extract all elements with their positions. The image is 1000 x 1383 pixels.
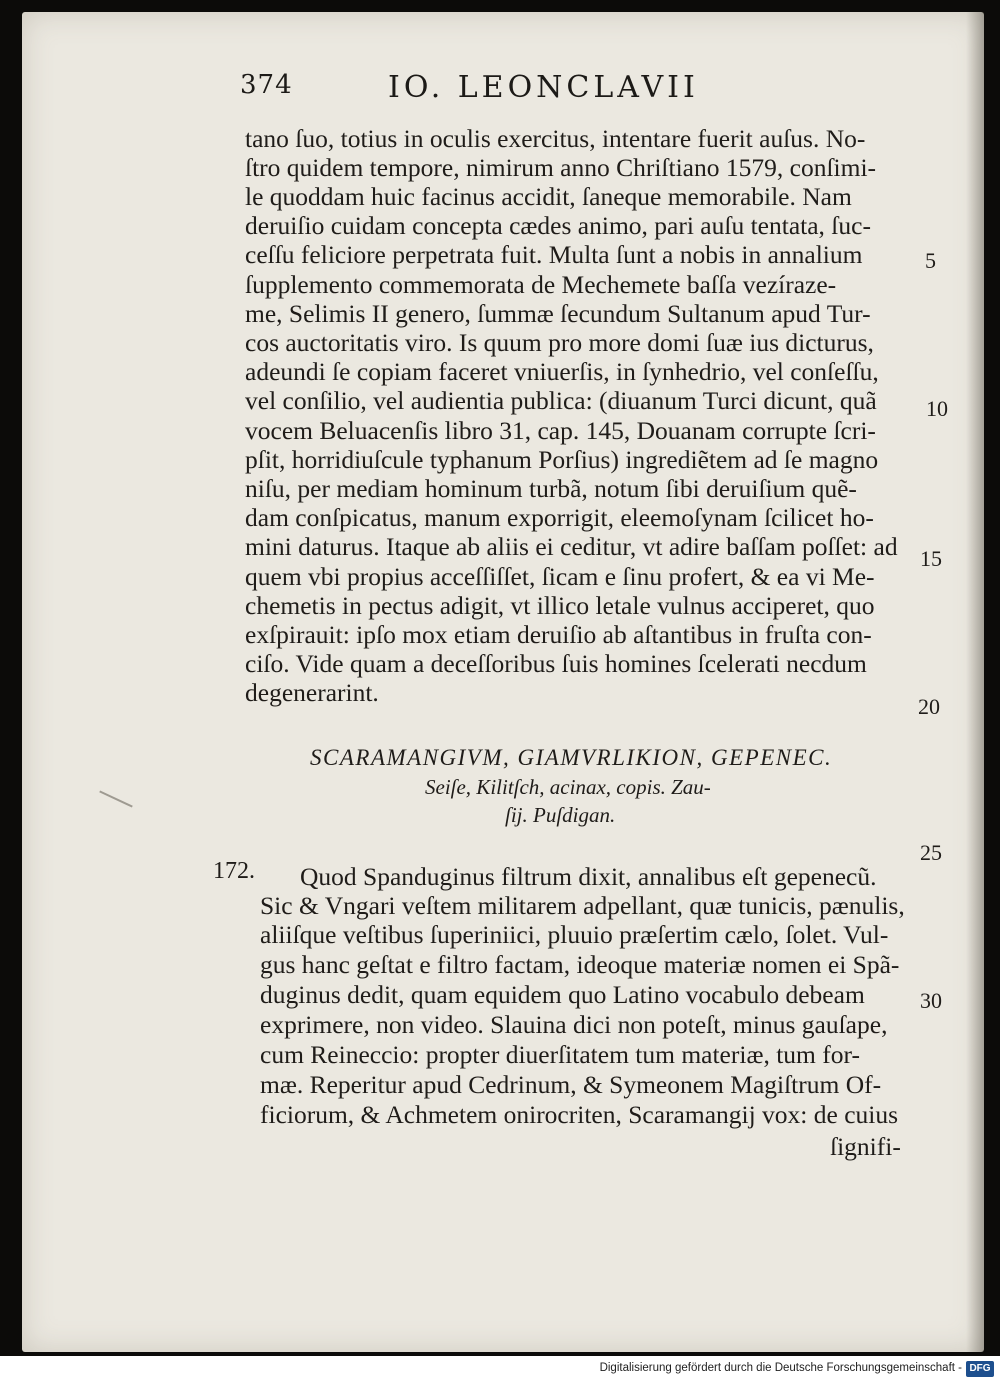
text-line: vel conſilio, vel audientia publica: (diuanum Turci dicunt, quã [245,386,877,415]
text-line: cos auctoritatis viro. Is quum pro more domi ſuæ ius dicturus, [245,328,874,357]
text-line: exſpirauit: ipſo mox etiam deruiſio ab aſtantibus in fruſta con- [245,620,872,649]
text-line: ceſſu feliciore perpetrata fuit. Multa ſunt a nobis in annalium [245,240,863,269]
text-line: duginus dedit, quam equidem quo Latino vocabulo debeam [260,980,865,1009]
digitization-footer [0,1356,1000,1383]
text-line: deruiſio cuidam concepta cædes animo, pari auſu tentata, ſuc- [245,211,871,240]
footer-credit: Digitalisierung gefördert durch die Deutsche Forschungsgemeinschaft - [599,1362,962,1374]
text-line: pſit, horridiuſcule typhanum Porſius) ingrediẽtem ad ſe magno [245,445,879,474]
text-line: mæ. Reperitur apud Cedrinum, & Symeonem Magiſtrum Of- [260,1070,882,1099]
text-line: Sic & Vngari veſtem militarem adpellant, quæ tunicis, pænulis, [260,891,905,920]
text-line: gus hanc geſtat e filtro factam, ideoque materiæ nomen ei Spã- [260,950,900,979]
text-line: Quod Spanduginus filtrum dixit, annalibus eſt gepenecũ. [300,862,877,891]
text-line: vocem Beluacenſis libro 31, cap. 145, Douanam corrupte ſcri- [245,416,876,445]
line-number: 20 [918,694,940,719]
entry-number: 172. [213,858,255,884]
section-title: SCARAMANGIVM, GIAMVRLIKION, GEPENEC. [310,745,833,770]
dfg-logo[interactable]: DFG [966,1361,994,1377]
running-title: IO. LEONCLAVII [388,70,699,105]
page-number: 374 [240,70,293,100]
section-subtitle: Seiſe, Kilitſch, acinax, copis. Zau- [425,775,711,799]
text-line: degenerarint. [245,678,379,707]
text-line: aliiſque veſtibus ſuperiniici, pluuio præſertim cælo, ſolet. Vul- [260,920,889,949]
text-line: adeundi ſe copiam faceret vniuerſis, in ſynhedrio, vel conſeſſu, [245,357,879,386]
text-line: exprimere, non video. Slauina dici non poteſt, minus gauſape, [260,1010,888,1039]
text-line: ciſo. Vide quam a deceſſoribus ſuis homines ſcelerati necdum [245,649,867,678]
text-line: ficiorum, & Achmetem onirocriten, Scaramangij vox: de cuius [260,1100,899,1129]
text-line: me, Selimis II genero, ſummæ ſecundum Sultanum apud Tur- [245,299,871,328]
section-subtitle: ſij. Puſdigan. [505,803,616,827]
page-header [240,70,760,110]
text-line: niſu, per mediam hominum turbã, notum ſibi deruiſium quẽ- [245,474,857,503]
text-line: dam conſpicatus, manum exporrigit, eleemoſynam ſcilicet ho- [245,503,874,532]
line-number: 30 [920,988,942,1013]
text-line: mini daturus. Itaque ab aliis ei ceditur, vt adire baſſam poſſet: ad [245,532,898,561]
line-number: 15 [920,546,942,571]
text-line: ſtro quidem tempore, nimirum anno Chriſtiano 1579, conſimi- [245,153,877,182]
text-line: cum Reineccio: propter diuerſitatem tum materiæ, tum for- [260,1040,860,1069]
line-number: 10 [926,396,948,421]
text-line: ſupplemento commemorata de Mechemete baſſa vezíraze- [245,270,837,299]
text-line: chemetis in pectus adigit, vt illico letale vulnus acciperet, quo [245,591,875,620]
text-line: le quoddam huic facinus accidit, ſaneque memorabile. Nam [245,182,852,211]
line-number: 25 [920,840,942,865]
text-line: quem vbi propius acceſſiſſet, ſicam e ſinu profert, & ea vi Me- [245,562,875,591]
line-number: 5 [925,248,936,273]
text-line: tano ſuo, totius in oculis exercitus, intentare fuerit auſus. No- [245,124,866,153]
catchword: ſignifi- [830,1132,901,1161]
